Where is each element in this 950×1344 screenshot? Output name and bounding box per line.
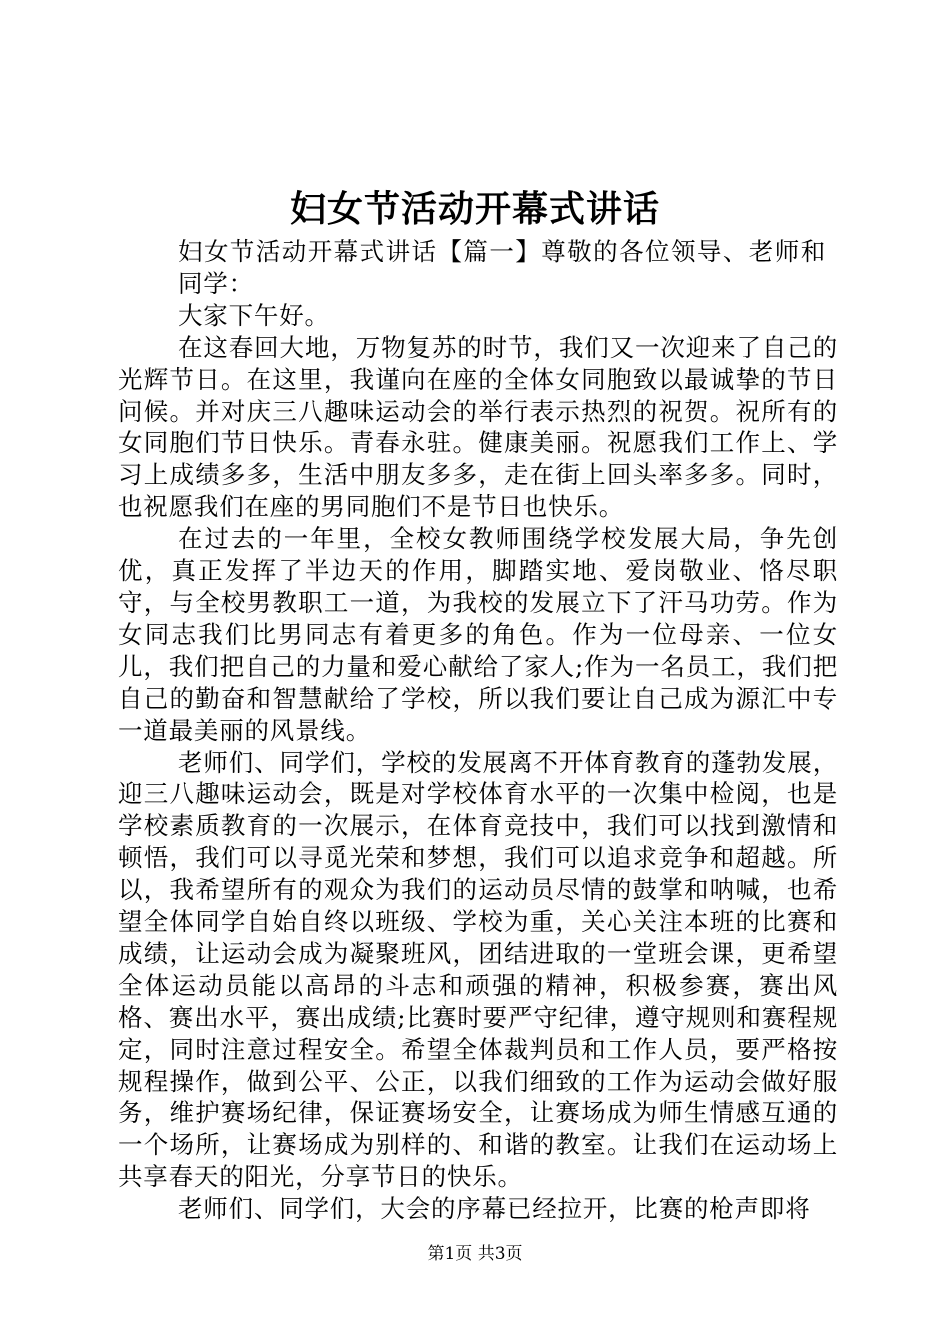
greeting-paragraph: 大家下午好。 bbox=[178, 300, 330, 330]
body-paragraph: 老师们、同学们，学校的发展离不开体育教育的蓬勃发展，迎三八趣味运动会，既是对学校体育水平的一次集中检阅，也是学校素质教育的一次展示，在体育竞技中，我们可以找到激情和顿悟，我们可以寻觅光荣和梦想，我们可以追求竞争和超越。所以，我希望所有的观众为我们的运动员尽情的鼓掌和呐喊，也希望全体同学自始自终以班级、学校为重，关心关注本班的比赛和成绩，让运动会成为凝聚班风，团结进取的一堂班会课，更希望全体运动员能以高昂的斗志和顽强的精神，积极参赛，赛出风格、赛出水平，赛出成绩;比赛时要严守纪律，遵守规则和赛程规定，同时注意过程安全。希望全体裁判员和工作人员，要严格按规程操作，做到公平、公正，以我们细致的工作为运动会做好服务，维护赛场纪律，保证赛场安全，让赛场成为师生情感互通的一个场所，让赛场成为别样的、和谐的教室。让我们在运动场上共享春天的阳光，分享节日的快乐。 bbox=[118, 747, 838, 1192]
body-paragraph: 在这春回大地，万物复苏的时节，我们又一次迎来了自己的光辉节日。在这里，我谨向在座的全体女同胞致以最诚挚的节日问候。并对庆三八趣味运动会的举行表示热烈的祝贺。祝所有的女同胞们节日快乐。青春永驻。健康美丽。祝愿我们工作上、学习上成绩多多，生活中朋友多多，走在街上回头率多多。同时，也祝愿我们在座的男同胞们不是节日也快乐。 bbox=[118, 332, 838, 522]
body-paragraph: 在过去的一年里，全校女教师围绕学校发展大局，争先创优，真正发挥了半边天的作用，脚踏实地、爱岗敬业、恪尽职守，与全校男教职工一道，为我校的发展立下了汗马功劳。作为女同志我们比男同志有着更多的角色。作为一位母亲、一位女儿，我们把自己的力量和爱心献给了家人;作为一名员工，我们把自己的勤奋和智慧献给了学校，所以我们要让自己成为源汇中专一道最美丽的风景线。 bbox=[118, 524, 838, 745]
body-paragraph: 老师们、同学们，大会的序幕已经拉开，比赛的枪声即将 bbox=[178, 1194, 811, 1224]
intro-paragraph: 妇女节活动开幕式讲话【篇一】尊敬的各位领导、老师和同学： bbox=[178, 237, 826, 298]
document-title: 妇女节活动开幕式讲话 bbox=[289, 188, 660, 230]
page-footer: 第1页 共3页 bbox=[427, 1244, 523, 1264]
document-body bbox=[118, 236, 838, 1225]
